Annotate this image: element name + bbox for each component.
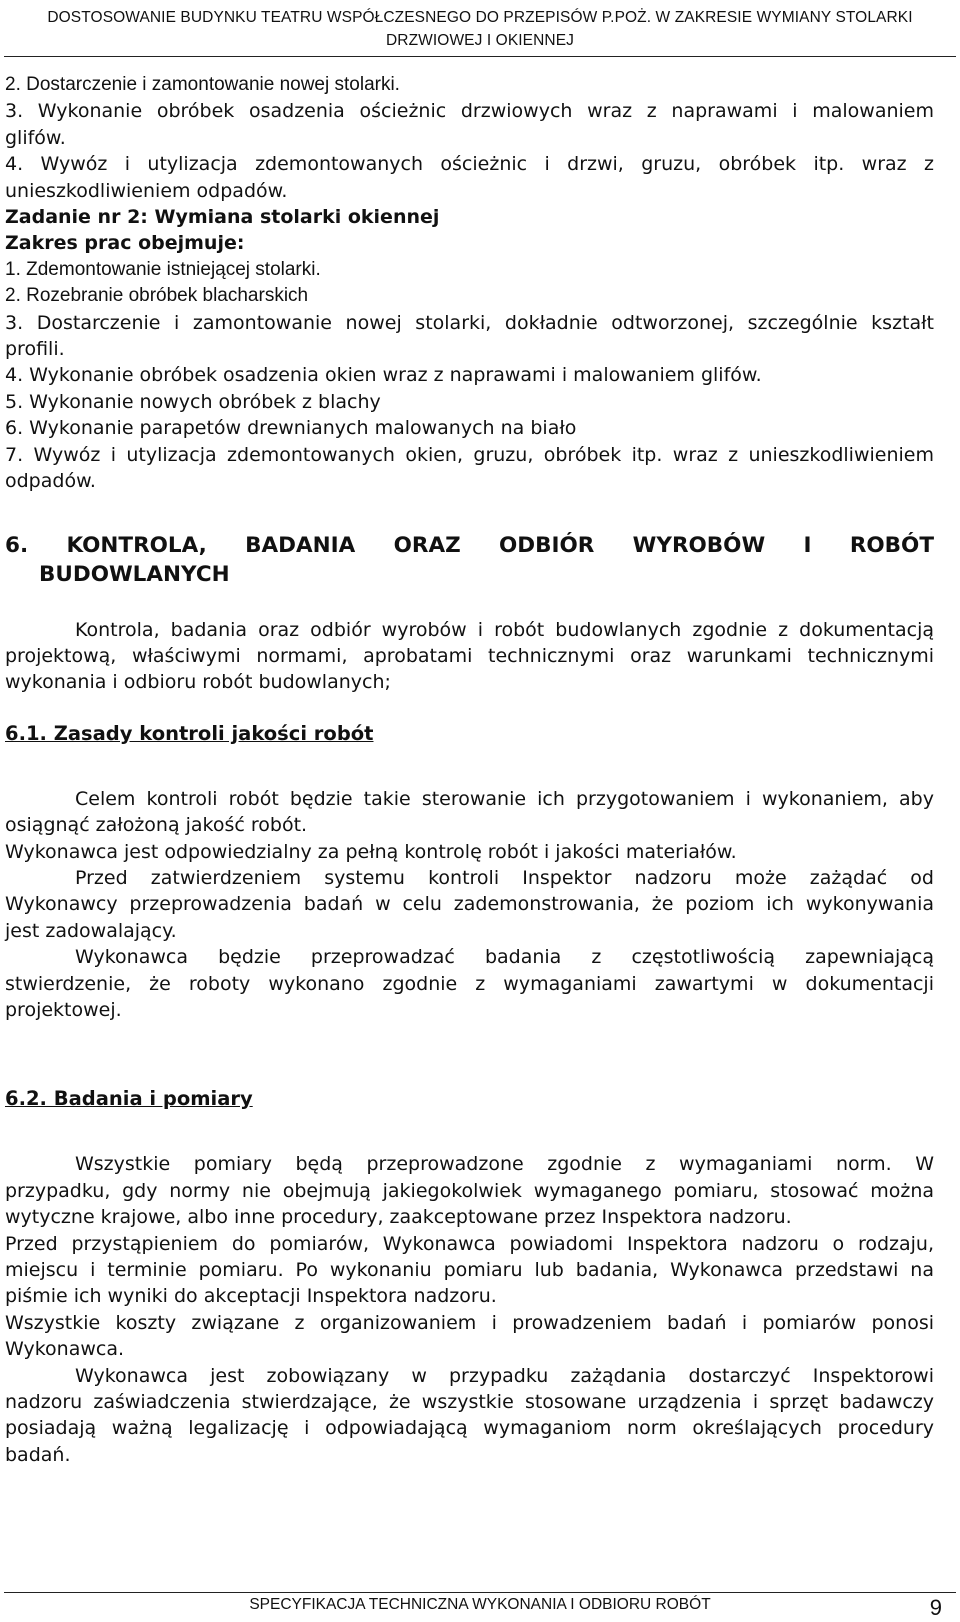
paragraph-line: posiadają ważną legalizację i odpowiadającą wymaganiom norm określających procedury bbox=[5, 1417, 934, 1440]
paragraph-line: projektowej. bbox=[5, 998, 122, 1021]
list-item: unieszkodliwieniem odpadów. bbox=[5, 179, 288, 202]
section-6-heading-line-1: 6. KONTROLA, BADANIA ORAZ ODBIÓR WYROBÓW I ROBÓT bbox=[5, 532, 934, 558]
section-6-2-heading: 6.2. Badania i pomiary bbox=[5, 1087, 253, 1111]
paragraph-line: Kontrola, badania oraz odbiór wyrobów i robót budowlanych zgodnie z dokumentacją bbox=[75, 618, 934, 641]
paragraph-line: przypadku, gdy normy nie obejmują jakiegokolwiek wymaganego pomiaru, stosować można bbox=[5, 1179, 934, 1202]
paragraph-line: Celem kontroli robót będzie takie sterowanie ich przygotowaniem i wykonaniem, aby bbox=[75, 787, 934, 810]
list-item: glifów. bbox=[5, 126, 66, 149]
paragraph-line: osiągnąć założoną jakość robót. bbox=[5, 814, 308, 837]
list-item: profili. bbox=[5, 338, 65, 361]
list-item: 5. Wykonanie nowych obróbek z blachy bbox=[5, 390, 381, 413]
list-item: 2. Rozebranie obróbek blacharskich bbox=[5, 285, 309, 307]
paragraph-line: wykonania i odbioru robót budowlanych; bbox=[5, 671, 391, 694]
list-item: 6. Wykonanie parapetów drewnianych malowanych na biało bbox=[5, 417, 577, 440]
list-item: 1. Zdemontowanie istniejącej stolarki. bbox=[5, 258, 321, 280]
paragraph-line: projektową, właściwymi normami, aprobatami technicznymi oraz warunkami technicznymi bbox=[5, 644, 934, 667]
section-6-2-body bbox=[5, 1151, 934, 1468]
paragraph-line: jest zadowalający. bbox=[5, 919, 177, 942]
section-6-intro bbox=[5, 617, 934, 696]
header-rule bbox=[4, 56, 956, 57]
header-line-2: DRZWIOWEJ I OKIENNEJ bbox=[386, 32, 574, 49]
paragraph-line: Przed zatwierdzeniem systemu kontroli Inspektor nadzoru może zażądać od bbox=[75, 866, 934, 889]
list-item: odpadów. bbox=[5, 470, 96, 493]
section-6-heading-line-2: BUDOWLANYCH bbox=[39, 561, 230, 587]
list-item: 3. Dostarczenie i zamontowanie nowej stolarki, dokładnie odtworzonej, szczególnie kształt bbox=[5, 311, 934, 334]
section-6-1-heading: 6.1. Zasady kontroli jakości robót bbox=[5, 721, 374, 745]
paragraph-line: Wszystkie pomiary będą przeprowadzone zgodnie z wymaganiami norm. W bbox=[75, 1153, 934, 1176]
paragraph-line: badań. bbox=[5, 1443, 71, 1466]
paragraph-line: Wykonawca jest odpowiedzialny za pełną kontrolę robót i jakości materiałów. bbox=[5, 840, 737, 863]
section-6-1-body bbox=[5, 786, 934, 1024]
footer-rule bbox=[4, 1592, 956, 1593]
task2-block bbox=[5, 204, 934, 494]
header-line-1: DOSTOSOWANIE BUDYNKU TEATRU WSPÓŁCZESNEGO DO PRZEPISÓW P.POŻ. W ZAKRESIE WYMIANY STOLARKI bbox=[47, 9, 913, 26]
paragraph-line: Wykonawca będzie przeprowadzać badania z częstotliwością zapewniającą bbox=[75, 946, 934, 969]
list-item: 4. Wykonanie obróbek osadzenia okien wraz z naprawami i malowaniem glifów. bbox=[5, 364, 762, 387]
task2-scope-label: Zakres prac obejmuje: bbox=[5, 232, 245, 255]
paragraph-line: wytyczne krajowe, albo inne procedury, zaakceptowane przez Inspektora nadzoru. bbox=[5, 1206, 792, 1229]
paragraph-line: piśmie ich wyniki do akceptacji Inspektora nadzoru. bbox=[5, 1285, 497, 1308]
list-item: 3. Wykonanie obróbek osadzenia ościeżnic drzwiowych wraz z naprawami i malowaniem bbox=[5, 100, 934, 123]
section-6-heading bbox=[5, 531, 934, 589]
list-item: 7. Wywóz i utylizacja zdemontowanych okien, gruzu, obróbek itp. wraz z unieszkodliwieniem bbox=[5, 443, 934, 466]
running-footer: SPECYFIKACJA TECHNICZNA WYKONANIA I ODBIORU ROBÓT bbox=[249, 1596, 711, 1613]
list-item: 2. Dostarczenie i zamontowanie nowej stolarki. bbox=[5, 74, 400, 95]
running-header bbox=[40, 6, 920, 52]
task2-title: Zadanie nr 2: Wymiana stolarki okiennej bbox=[5, 206, 440, 229]
paragraph-line: Wykonawca jest zobowiązany w przypadku zażądania dostarczyć Inspektorowi bbox=[75, 1364, 934, 1387]
paragraph-line: miejscu i terminie pomiaru. Po wykonaniu pomiaru lub badania, Wykonawca przedstawi na bbox=[5, 1259, 934, 1281]
paragraph-line: Wykonawca. bbox=[5, 1338, 125, 1361]
document-body bbox=[5, 72, 934, 1468]
task1-list bbox=[5, 72, 934, 204]
paragraph-line: Wykonawcy przeprowadzenia badań w celu zademonstrowania, że poziom ich wykonywania bbox=[5, 893, 934, 916]
paragraph-line: stwierdzenie, że roboty wykonano zgodnie z wymaganiami zawartymi w dokumentacji bbox=[5, 972, 934, 995]
list-item: 4. Wywóz i utylizacja zdemontowanych ościeżnic i drzwi, gruzu, obróbek itp. wraz z bbox=[5, 153, 934, 176]
paragraph-line: Przed przystąpieniem do pomiarów, Wykonawca powiadomi Inspektora nadzoru o rodzaju, bbox=[5, 1232, 934, 1255]
paragraph-line: Wszystkie koszty związane z organizowaniem i prowadzeniem badań i pomiarów ponosi bbox=[5, 1311, 934, 1334]
paragraph-line: nadzoru zaświadczenia stwierdzające, że wszystkie stosowane urządzenia i sprzęt badawczy bbox=[5, 1391, 934, 1414]
page-number: 9 bbox=[929, 1595, 942, 1620]
